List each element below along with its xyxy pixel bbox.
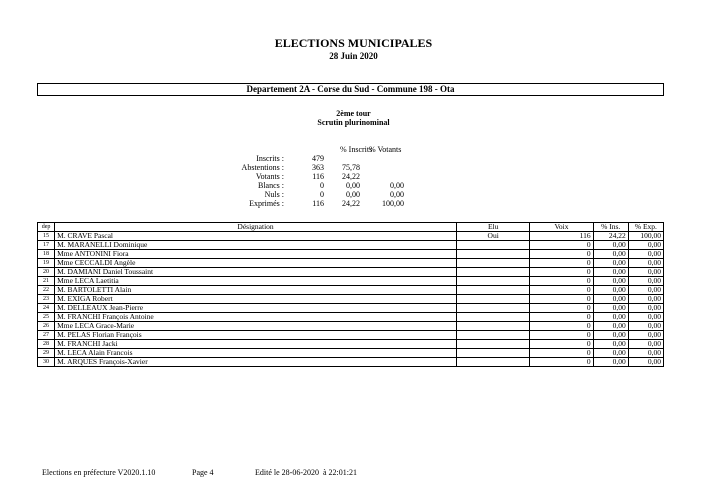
stat-value: 363	[312, 163, 324, 172]
cell-elu	[457, 322, 530, 331]
cell-pct-ins: 0,00	[593, 286, 628, 295]
cell-pct-exp: 0,00	[628, 277, 663, 286]
cell-designation: M. EXIGA Robert	[55, 295, 457, 304]
cell-pct-ins: 0,00	[593, 259, 628, 268]
cell-designation: Mme ANTONINI Fiora	[55, 250, 457, 259]
cell-elu	[457, 250, 530, 259]
stat-pct-inscrits: 0,00	[346, 190, 360, 199]
cell-voix: 116	[530, 232, 593, 241]
header-dep: dep	[38, 223, 55, 232]
table-row	[38, 277, 664, 286]
cell-elu	[457, 259, 530, 268]
cell-pct-exp: 0,00	[628, 313, 663, 322]
stat-pct-votants: 0,00	[390, 190, 404, 199]
cell-dep: 18	[38, 250, 55, 259]
stat-value: 479	[312, 154, 324, 163]
cell-pct-exp: 0,00	[628, 295, 663, 304]
cell-pct-exp: 0,00	[628, 241, 663, 250]
table-header-row	[38, 223, 664, 232]
cell-elu	[457, 331, 530, 340]
cell-dep: 23	[38, 295, 55, 304]
cell-dep: 28	[38, 340, 55, 349]
cell-designation: M. BARTOLETTI Alain	[55, 286, 457, 295]
cell-dep: 27	[38, 331, 55, 340]
stat-value: 116	[312, 199, 324, 208]
cell-designation: M. CRAVE Pascal	[55, 232, 457, 241]
cell-dep: 17	[38, 241, 55, 250]
stats-header-inscrits: % Inscrits	[340, 145, 373, 154]
cell-pct-exp: 0,00	[628, 349, 663, 358]
stat-label: Inscrits :	[256, 154, 284, 163]
cell-designation: M. LECA Alain Francois	[55, 349, 457, 358]
cell-elu	[457, 268, 530, 277]
cell-voix: 0	[530, 277, 593, 286]
stats-header-votants: % Votants	[369, 145, 402, 154]
cell-designation: M. MARANELLI Dominique	[55, 241, 457, 250]
cell-voix: 0	[530, 268, 593, 277]
cell-pct-exp: 0,00	[628, 358, 663, 367]
stat-label: Nuls :	[264, 190, 284, 199]
stat-label: Votants :	[255, 172, 284, 181]
header-elu: Elu	[457, 223, 530, 232]
cell-dep: 29	[38, 349, 55, 358]
stat-label: Blancs :	[258, 181, 284, 190]
cell-pct-exp: 0,00	[628, 304, 663, 313]
cell-designation: M. ARQUES François-Xavier	[55, 358, 457, 367]
page-title: ELECTIONS MUNICIPALES	[274, 36, 433, 50]
cell-dep: 26	[38, 322, 55, 331]
cell-dep: 15	[38, 232, 55, 241]
stat-label: Abstentions :	[241, 163, 284, 172]
cell-voix: 0	[530, 304, 593, 313]
cell-dep: 25	[38, 313, 55, 322]
cell-pct-ins: 0,00	[593, 340, 628, 349]
cell-pct-exp: 0,00	[628, 340, 663, 349]
cell-voix: 0	[530, 322, 593, 331]
cell-voix: 0	[530, 295, 593, 304]
cell-elu: Oui	[457, 232, 530, 241]
stat-label: Exprimés :	[249, 199, 284, 208]
cell-pct-ins: 0,00	[593, 304, 628, 313]
header-voix: Voix	[530, 223, 593, 232]
cell-dep: 19	[38, 259, 55, 268]
cell-pct-ins: 0,00	[593, 349, 628, 358]
header-pct-exp: % Exp.	[628, 223, 663, 232]
stat-pct-votants: 100,00	[382, 199, 404, 208]
cell-voix: 0	[530, 250, 593, 259]
cell-pct-exp: 0,00	[628, 268, 663, 277]
header-designation: Désignation	[55, 223, 457, 232]
table-row	[38, 286, 664, 295]
table-row	[38, 241, 664, 250]
cell-dep: 21	[38, 277, 55, 286]
cell-pct-ins: 0,00	[593, 313, 628, 322]
scrutin-label: Scrutin plurinominal	[317, 118, 390, 127]
cell-pct-ins: 0,00	[593, 358, 628, 367]
cell-pct-ins: 0,00	[593, 268, 628, 277]
cell-voix: 0	[530, 259, 593, 268]
results-table	[37, 222, 664, 367]
election-date: 28 Juin 2020	[329, 51, 378, 61]
cell-pct-ins: 0,00	[593, 295, 628, 304]
cell-designation: M. DELLEAUX Jean-Pierre	[55, 304, 457, 313]
cell-pct-exp: 0,00	[628, 331, 663, 340]
cell-pct-ins: 0,00	[593, 241, 628, 250]
cell-dep: 20	[38, 268, 55, 277]
cell-voix: 0	[530, 349, 593, 358]
cell-elu	[457, 349, 530, 358]
cell-dep: 22	[38, 286, 55, 295]
cell-pct-exp: 0,00	[628, 259, 663, 268]
cell-designation: Mme LECA Grace-Marie	[55, 322, 457, 331]
header-pct-ins: % Ins.	[593, 223, 628, 232]
cell-designation: Mme CECCALDI Angèle	[55, 259, 457, 268]
cell-pct-ins: 0,00	[593, 250, 628, 259]
cell-designation: M. PELAS Florian François	[55, 331, 457, 340]
cell-elu	[457, 295, 530, 304]
cell-pct-ins: 24,22	[593, 232, 628, 241]
cell-voix: 0	[530, 313, 593, 322]
cell-designation: Mme LECA Laetitia	[55, 277, 457, 286]
cell-elu	[457, 340, 530, 349]
stat-value: 0	[320, 190, 324, 199]
footer-page: Page 4	[192, 468, 214, 477]
stat-pct-inscrits: 0,00	[346, 181, 360, 190]
cell-voix: 0	[530, 358, 593, 367]
table-row	[38, 268, 664, 277]
stat-pct-votants: 0,00	[390, 181, 404, 190]
cell-dep: 30	[38, 358, 55, 367]
cell-pct-ins: 0,00	[593, 277, 628, 286]
table-row	[38, 331, 664, 340]
cell-designation: M. FRANCHI Jacki	[55, 340, 457, 349]
stat-pct-inscrits: 24,22	[342, 172, 360, 181]
cell-pct-exp: 0,00	[628, 322, 663, 331]
footer-software: Elections en préfecture V2020.1.10	[42, 468, 156, 477]
tour-label: 2ème tour	[336, 109, 371, 118]
table-row	[38, 358, 664, 367]
stat-pct-inscrits: 24,22	[342, 199, 360, 208]
cell-voix: 0	[530, 241, 593, 250]
cell-dep: 24	[38, 304, 55, 313]
cell-voix: 0	[530, 340, 593, 349]
cell-pct-exp: 0,00	[628, 250, 663, 259]
cell-elu	[457, 286, 530, 295]
stat-pct-inscrits: 75,78	[342, 163, 360, 172]
footer-edited: Edité le 28-06-2020 à 22:01:21	[255, 468, 357, 477]
cell-elu	[457, 277, 530, 286]
cell-elu	[457, 313, 530, 322]
stat-value: 116	[312, 172, 324, 181]
cell-pct-ins: 0,00	[593, 331, 628, 340]
cell-voix: 0	[530, 331, 593, 340]
cell-elu	[457, 358, 530, 367]
stat-value: 0	[320, 181, 324, 190]
cell-designation: M. DAMIANI Daniel Toussaint	[55, 268, 457, 277]
cell-pct-exp: 100,00	[628, 232, 663, 241]
cell-elu	[457, 241, 530, 250]
cell-pct-ins: 0,00	[593, 322, 628, 331]
cell-voix: 0	[530, 286, 593, 295]
cell-designation: M. FRANCHI François Antoine	[55, 313, 457, 322]
commune-banner: Departement 2A - Corse du Sud - Commune 198 - Ota	[37, 83, 664, 96]
cell-elu	[457, 304, 530, 313]
cell-pct-exp: 0,00	[628, 286, 663, 295]
